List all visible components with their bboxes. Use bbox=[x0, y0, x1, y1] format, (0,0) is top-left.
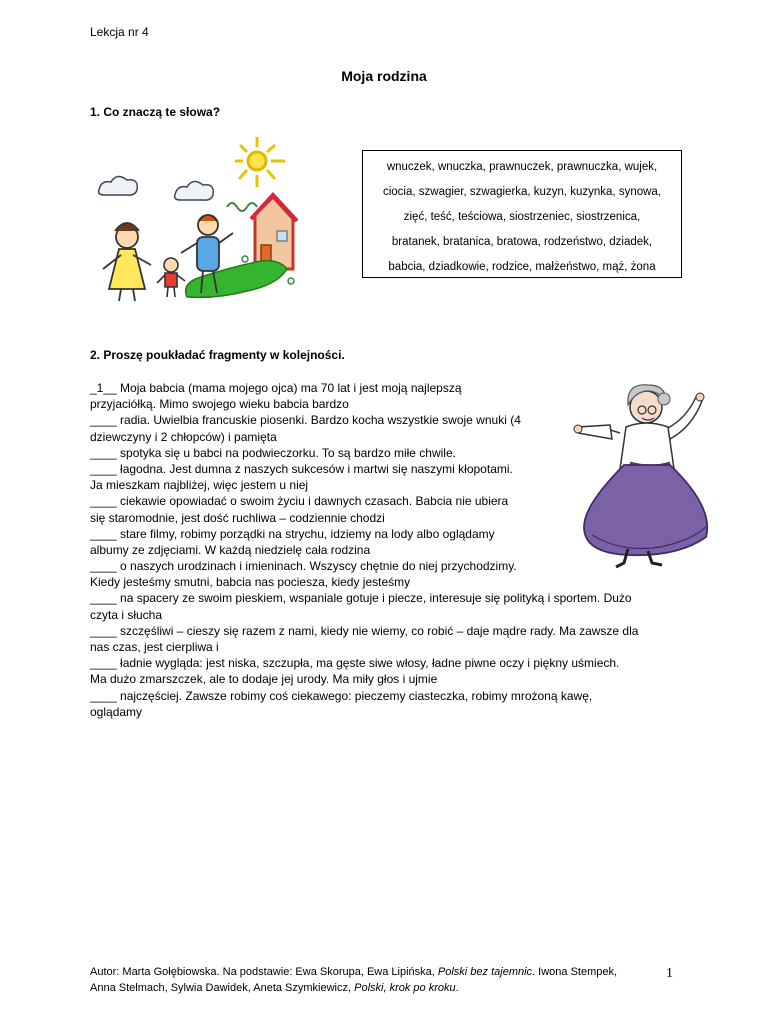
vocabulary-box bbox=[362, 150, 682, 278]
fragment-line: ____ spotyka się u babci na podwieczorku. To są bardzo miłe chwile. bbox=[90, 445, 456, 460]
fragment-line: ____ łagodna. Jest dumna z naszych sukcesów i martwi się naszymi kłopotami. bbox=[90, 461, 513, 476]
fragment-line: przyjaciółką. Mimo swojego wieku babcia bardzo bbox=[90, 397, 349, 412]
vocabulary-line: zięć, teść, teściowa, siostrzeniec, siostrzenica, bbox=[403, 211, 641, 223]
footer-text: Anna Stelmach, Sylwia Dawidek, Aneta Szymkiewicz, bbox=[90, 982, 355, 994]
fragment-line: _1__ Moja babcia (mama mojego ojca) ma 70 lat i jest moją najlepszą bbox=[90, 381, 462, 395]
fragment-line: nas czas, jest cierpliwa i bbox=[90, 640, 219, 654]
mother-figure bbox=[103, 223, 151, 301]
fragment-line: Ja mieszkam najbliżej, więc jestem u niej bbox=[90, 478, 309, 493]
lesson-label: Lekcja nr 4 bbox=[90, 25, 149, 39]
footer-credits bbox=[90, 964, 670, 996]
fragment-line: ____ radia. Uwielbia francuskie piosenki. Bardzo kocha wszystkie swoje wnuki (4 bbox=[90, 413, 521, 428]
fragment-line: ____ ładnie wygląda: jest niska, szczupła, ma gęste siwe włosy, ładne piwne oczy i piękny uśmiech. bbox=[90, 656, 620, 671]
fragment-line: ____ o naszych urodzinach i imieninach. Wszyscy chętnie do niej przychodzimy. bbox=[90, 559, 517, 574]
page-title: Moja rodzina bbox=[341, 68, 427, 84]
task1-heading: 1. Co znaczą te słowa? bbox=[90, 105, 221, 119]
vocabulary-line: bratanek, bratanica, bratowa, rodzeństwo, dziadek, bbox=[391, 236, 653, 248]
cloud-icon bbox=[99, 176, 214, 200]
task2-heading: 2. Proszę poukładać fragmenty w kolejności. bbox=[90, 348, 345, 362]
footer-text: . Iwona Stempek, bbox=[532, 966, 618, 978]
fragment-line: albumy ze zdjęciami. W każdą niedzielę cała rodzina bbox=[90, 542, 371, 557]
fragment-line: oglądamy bbox=[90, 704, 143, 719]
fragment-line: ____ ciekawie opowiadać o swoim życiu i dawnych czasach. Babcia nie ubiera bbox=[90, 494, 509, 509]
footer-text: Autor: Marta Gołębiowska. Na podstawie: Ewa Skorupa, Ewa Lipińska, bbox=[90, 966, 438, 978]
fragment-line: ____ najczęściej. Zawsze robimy coś ciekawego: pieczemy ciasteczka, robimy mrożoną kawę, bbox=[90, 688, 593, 703]
book-title: Polski bez tajemnic bbox=[437, 966, 533, 978]
fragment-line: ____ stare filmy, robimy porządki na strychu, idziemy na lody albo oglądamy bbox=[90, 526, 495, 541]
child-figure bbox=[157, 258, 185, 297]
fragment-line: się staromodnie, jest dość ruchliwa – codziennie chodzi bbox=[90, 510, 385, 525]
fragment-line: dziewczyny i 2 chłopców) i pamięta bbox=[90, 429, 277, 444]
grandma-illustration bbox=[570, 385, 715, 570]
fragment-line: ____ szczęśliwi – cieszy się razem z nami, kiedy nie wiemy, co robić – daje mądre rady. Ma zawsze dla bbox=[90, 623, 639, 638]
vocabulary-line: babcia, dziadkowie, rodzice, małżeństwo, mąż, żona bbox=[388, 261, 656, 273]
house-icon bbox=[251, 195, 297, 269]
footer-text: . bbox=[455, 982, 459, 994]
book-title: Polski, krok po kroku bbox=[354, 982, 456, 994]
fragment-line: Ma dużo zmarszczek, ale to dodaje jej urody. Ma miły głos i ujmie bbox=[90, 672, 438, 687]
page-number: 1 bbox=[666, 966, 673, 981]
fragment-line: Kiedy jesteśmy smutni, babcia nas pocieszа, kiedy jesteśmy bbox=[90, 575, 411, 590]
vocabulary-line: wnuczek, wnuczka, prawnuczek, prawnuczka, wujek, bbox=[386, 161, 658, 173]
sun-icon bbox=[235, 137, 285, 187]
vocabulary-line: ciocia, szwagier, szwagierka, kuzyn, kuzynka, synowa, bbox=[382, 186, 662, 198]
family-drawing bbox=[95, 135, 305, 305]
fragment-line: czyta i słucha bbox=[90, 607, 163, 622]
fragment-line: ____ na spacery ze swoim pieskiem, wspaniale gotuje i piecze, interesuje się polityką i sportem. Dużo bbox=[90, 591, 632, 606]
